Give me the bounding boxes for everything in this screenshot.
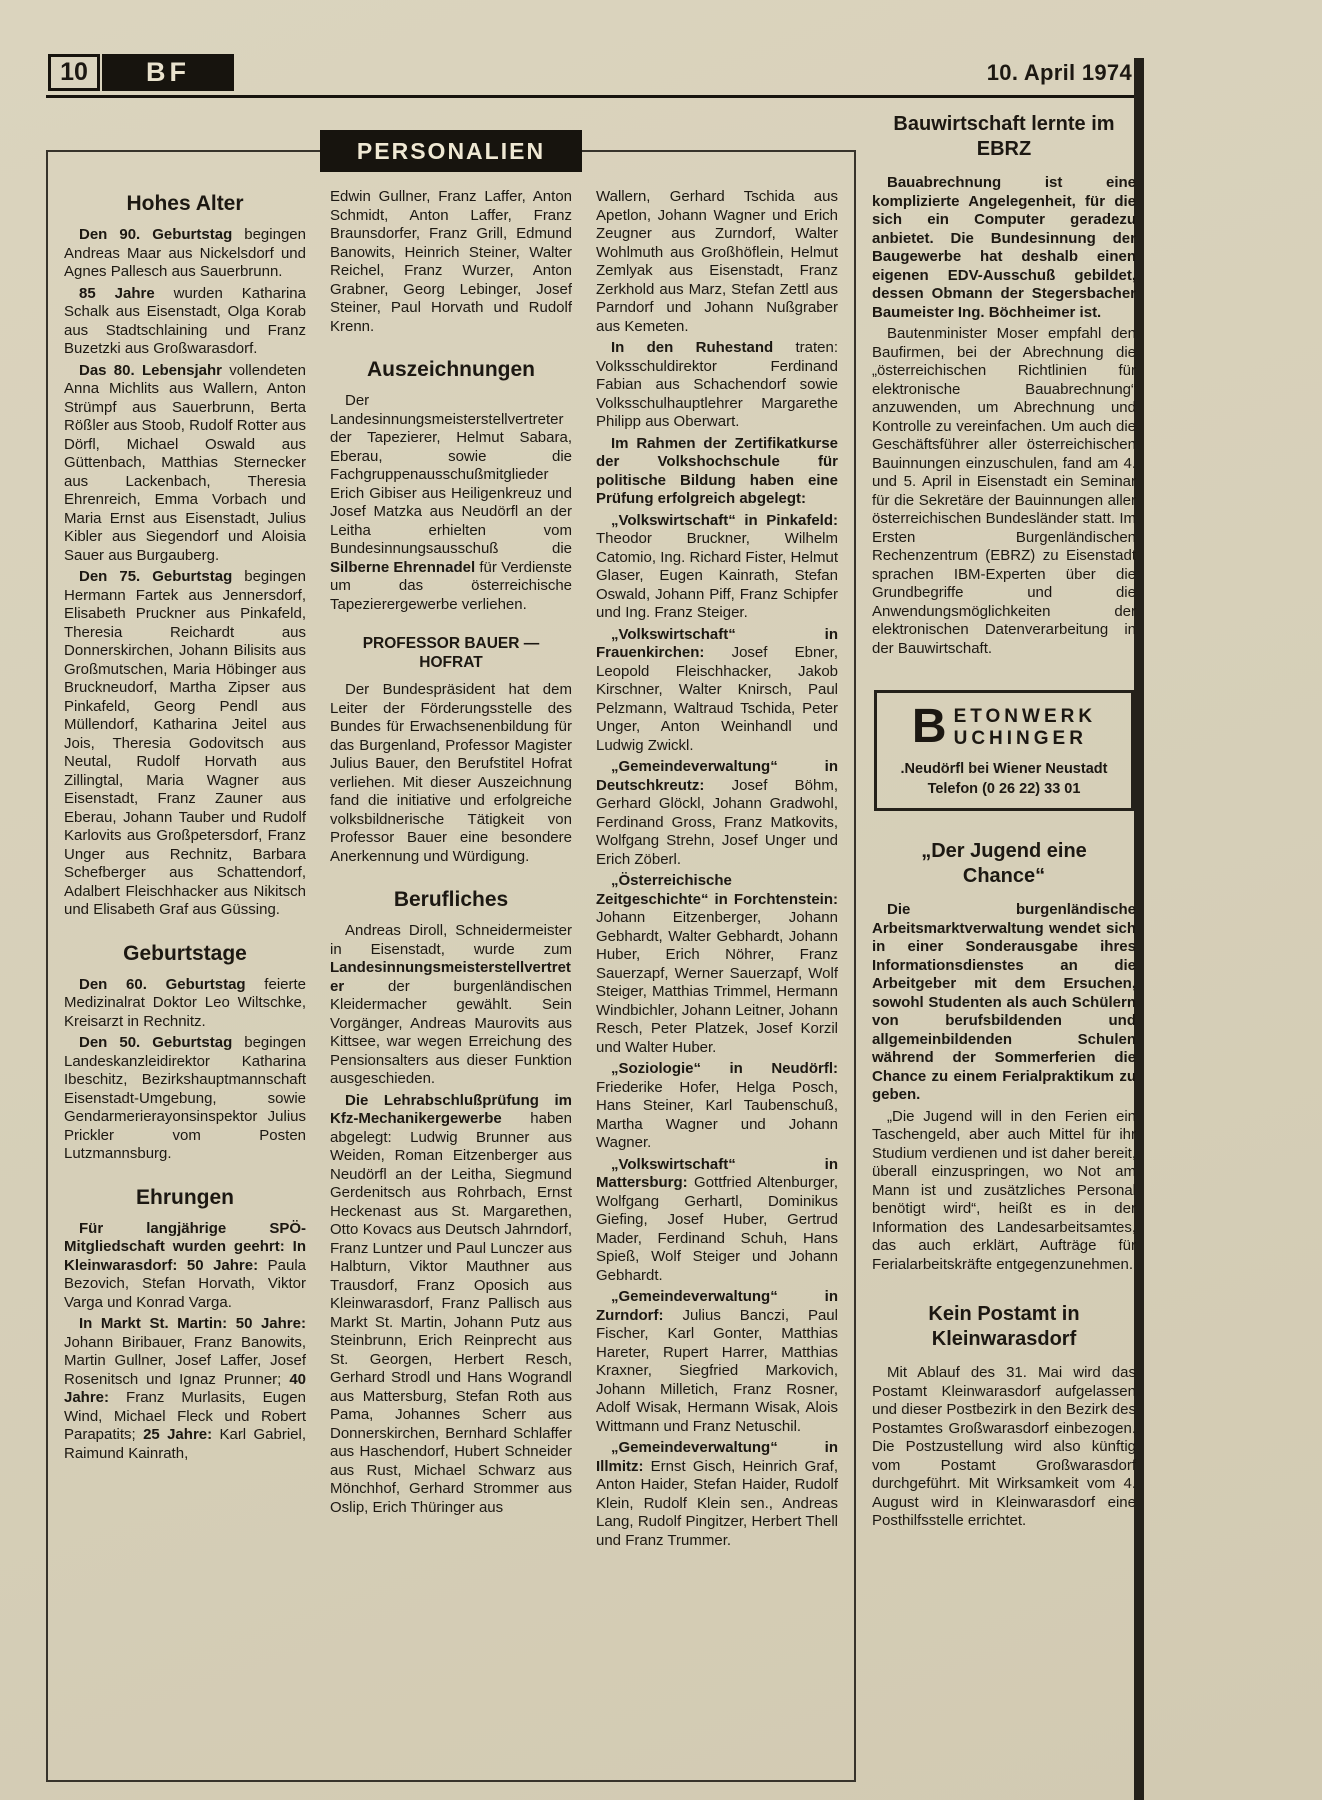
- bold-lead: „Österreichische Zeitgeschichte“ in Forchtenstein:: [596, 872, 838, 908]
- paragraph: Im Rahmen der Zertifikatkurse der Volkshochschule für politische Bildung haben eine Prüfung erfolgreich abgelegt:: [596, 434, 838, 507]
- bold-lead: „Gemeindeverwaltung“ in Illmitz:: [596, 1439, 838, 1475]
- paragraph: [64, 226, 306, 282]
- personalien-section: [46, 138, 856, 1782]
- body-text: Karl Gabriel, Raimund Kainrath,: [64, 1426, 306, 1462]
- ad-word-1: ETONWERK: [953, 706, 1097, 727]
- bold-inline: Silberne Ehrennadel: [330, 558, 476, 576]
- paragraph: [64, 1034, 306, 1164]
- subheading-professor-bauer: PROFESSOR BAUER — HOFRAT: [362, 635, 540, 671]
- paragraph: [64, 976, 306, 1032]
- paragraph: [330, 922, 572, 1089]
- newspaper-logo-text: BF: [146, 57, 190, 87]
- section-heading-ehrungen: Ehrungen: [136, 1185, 234, 1209]
- paragraph: Bauabrechnung ist eine komplizierte Angelegenheit, für die sich ein Computer geradezu anbietet. Die Bundesinnung der Baugewerbe hat deshalb einen eigenen EDV-Ausschuß gebildet, dessen Obmann der Stegersbacher Baumeister Ing. Böchheimer ist.: [872, 174, 1136, 321]
- paragraph: [330, 1092, 572, 1518]
- paragraph: [596, 339, 838, 432]
- bold-lead: In Markt St. Martin: 50 Jahre:: [79, 1315, 306, 1332]
- paragraph: [64, 285, 306, 359]
- paragraph: [64, 362, 306, 566]
- bold-lead: Den 90. Geburtstag: [79, 226, 233, 243]
- body-text: haben abgelegt: Ludwig Brunner aus Weiden, Roman Eitzenberger aus Neudörfl an der Leitha, Siegmund Gerdenitsch aus Rohrbach, Ernst Heckenast aus St. Margarethen, Otto Kovacs aus Deutsch Jahrndorf, Franz Luntzer und Paul Lunczer aus Halbturn, Viktor Mauthner aus Trausdorf, Franz Oposich aus Kleinwarasdorf, Franz Pallisch aus Markt St. Martin, Johann Putz aus Steinbrunn, Erich Reinprecht aus St. Georgen, Herbert Resch, Gerhard Strodl und Hans Wograndl aus Mattersburg, Stefan Roth aus Pama, Johannes Scherr aus Donnerskirchen, Bernhard Schlaffer aus Haschendorf, Hubert Schneider aus Rust, Michael Schwarz aus Mönchhof, Gerhard Strommer aus Oslip, Erich Thüringer aus: [330, 1110, 572, 1516]
- body-text: Ernst Gisch, Heinrich Graf, Anton Haider, Stefan Haider, Rudolf Klein, Rudolf Klein sen., Andreas Lang, Rudolf Pingitzer, Herbert Thell und Franz Trummer.: [596, 1457, 838, 1549]
- section-heading-geburtstage: Geburtstage: [123, 941, 247, 965]
- body-text: traten: Volksschuldirektor Ferdinand Fabian aus Schachendorf sowie Volksschulhauptlehrer Margarethe Philipp aus Oberwart.: [596, 339, 838, 430]
- issue-date: 10. April 1974: [986, 60, 1132, 85]
- paragraph: Der Bundespräsident hat dem Leiter der Förderungsstelle des Bundes für Erwachsenenbildung für das Burgenland, Professor Magister Julius Bauer, den Berufstitel Hofrat verliehen. Mit dieser Auszeichnung fand die initiative und erfolgreiche volksbildnerische Tätigkeit von Professor Bauer eine besondere Anerkennung und Würdigung.: [330, 681, 572, 865]
- bold-lead: „Gemeindeverwaltung“ in Deutschkreutz:: [596, 758, 838, 794]
- bold-lead: Den 60. Geburtstag: [79, 975, 246, 993]
- body-text: wurden Katharina Schalk aus Eisenstadt, Olga Korab aus Stadtschlaining und Franz Buzetzki aus Großwarasdorf.: [64, 284, 306, 357]
- article-heading-jugend: „Der Jugend eine Chance“: [921, 840, 1087, 887]
- ad-word-2: UCHINGER: [953, 728, 1087, 749]
- page-number-box: [48, 54, 100, 91]
- bold-lead: 25 Jahre:: [143, 1426, 213, 1443]
- body-text: der burgenländischen Kleidermacher gewählt. Sein Vorgänger, Andreas Maurovits aus Kittsee, war wegen Erreichung des Pensionsalters aus dieser Funktion ausgeschieden.: [330, 977, 572, 1087]
- body-text: Johann Biribauer, Franz Banowits, Martin Gullner, Josef Laffer, Josef Rosenitsch und Ignaz Prunner;: [64, 1333, 306, 1388]
- course-entry: [596, 1288, 838, 1436]
- body-text: für Verdienste um das österreichische Tapezierergewerbe verliehen.: [330, 558, 572, 613]
- column-3: [596, 188, 838, 1766]
- right-column: [872, 112, 1136, 1534]
- course-entry: [596, 1156, 838, 1286]
- article-heading-ebrz: Bauwirtschaft lernte im EBRZ: [893, 113, 1115, 160]
- body-text: Josef Böhm, Gerhard Glöckl, Johann Gradwohl, Ferdinand Gross, Franz Matkovits, Wolfgang Strehn, Josef Unger und Erich Zöberl.: [596, 776, 838, 868]
- body-text: feierte Medizinalrat Doktor Leo Wiltschke, Kreisarzt in Rechnitz.: [64, 975, 306, 1030]
- body-text: Johann Eitzenberger, Johann Gebhardt, Walter Gebhardt, Johann Huber, Erich Nöhrer, Franz Sauerzapf, Werner Sauerzapf, Wolf Steiger, Matthias Trimmel, Hermann Windbichler, Johann Leitner, Johann Resch, Peter Platzek, Josef Korzil und Walter Huber.: [596, 909, 838, 1056]
- body-text: Andreas Diroll, Schneidermeister in Eisenstadt, wurde zum: [330, 922, 572, 958]
- ad-address: .Neudörfl bei Wiener Neustadt: [900, 761, 1108, 777]
- course-entry: [596, 758, 838, 869]
- body-text: Franz Murlasits, Eugen Wind, Michael Fleck und Robert Parapatits;: [64, 1389, 306, 1443]
- bold-inline: Landesinnungsmeisterstellvertreter: [330, 959, 571, 995]
- course-entry: [596, 1060, 838, 1153]
- paragraph: Bautenminister Moser empfahl den Baufirmen, bei der Abrechnung die „österreichischen Richtlinien für elektronische Bauabrechnung“ anzuwenden, um Abrechnung und Kontrolle zu vereinfachen. Um auch die Geschäftsführer aller österreichischen Bauinnungen einzuschulen, fand am 4. und 5. April in Eisenstadt ein Seminar für die Sekretäre der Bauinnungen aller österreichischen Bundesländer statt. Im Ersten Burgenländischen Rechenzentrum (EBRZ) zu Eisenstadt sprachen IBM-Experten über die Grundbegriffe und die Anwendungsmöglichkeiten der elektronischen Datenverarbeitung in der Bauwirtschaft.: [872, 325, 1136, 657]
- bold-lead: „Soziologie“ in Neudörfl:: [611, 1060, 838, 1077]
- personalien-columns: [48, 152, 854, 1780]
- page-number: 10: [60, 58, 88, 86]
- column-2: [330, 188, 572, 1766]
- course-entry: [596, 626, 838, 756]
- section-heading-hohes-alter: Hohes Alter: [126, 192, 244, 215]
- bold-lead: 40 Jahre:: [64, 1370, 306, 1406]
- section-heading-berufliches: Berufliches: [393, 888, 509, 911]
- body-text: Der Landesinnungsmeisterstellvertreter der Tapezierer, Helmut Sabara, Eberau, sowie die Fachgruppenausschußmitglieder Erich Gibiser aus Heiligenkreuz und Josef Matzka aus Neudörfl an der Leitha erhielten vom Bundesinnungsausschuß die: [330, 392, 572, 557]
- bold-lead: „Volkswirtschaft“ in Pinkafeld:: [611, 511, 838, 529]
- bold-lead: Den 50. Geburtstag: [79, 1034, 233, 1051]
- course-entry: [596, 872, 838, 1057]
- masthead-rule: [46, 95, 1136, 98]
- article-heading-postamt: Kein Postamt in Kleinwarasdorf: [928, 1303, 1080, 1350]
- newspaper-logo: [102, 54, 234, 91]
- bold-lead: „Volkswirtschaft“ in Frauenkirchen:: [596, 625, 838, 661]
- paragraph-continuation: Wallern, Gerhard Tschida aus Apetlon, Johann Wagner und Erich Zeugner aus Zurndorf, Walter Wohlmuth aus Großhöflein, Helmut Zemlyak aus Eisenstadt, Franz Zerkhold aus Marz, Stefan Zettl aus Parndorf und Johann Nußgraber aus Kemeten.: [596, 188, 838, 335]
- body-text: Julius Banczi, Paul Fischer, Karl Gonter, Matthias Hareter, Rupert Harrer, Matthias Kraxner, Siegfried Markovich, Johann Milletich, Franz Rosner, Adolf Wisak, Hermann Wisak, Alois Wittmann und Franz Netuschil.: [596, 1306, 838, 1435]
- body-text: Josef Ebner, Leopold Fleischhacker, Jakob Kirschner, Walter Knirsch, Paul Pelzmann, Waltraud Tschida, Peter Unger, Anton Weinhandl und Ludwig Zwickl.: [596, 644, 838, 754]
- bold-lead: In den Ruhestand: [611, 339, 774, 356]
- body-text: Theodor Bruckner, Wilhelm Catomio, Ing. Richard Fister, Helmut Glaser, Eugen Kainrath, Stefan Oswald, Johann Piff, Franz Schipfer und Ing. Franz Steiger.: [596, 530, 838, 621]
- paragraph: [330, 392, 572, 614]
- bold-lead: 85 Jahre: [79, 284, 155, 302]
- ad-betonwerk-buchinger: [874, 690, 1134, 811]
- column-1: [64, 188, 306, 1766]
- body-text: vollendeten Anna Michlits aus Wallern, Anton Strümpf aus Sauerbrunn, Berta Rößler aus Stoob, Rudolf Rotter aus Dörfl, Michael Oswald aus Güttenbach, Matthias Sternecker aus Lackenbach, Theresia Ehrenreich, Emma Vorbach und Maria Ernst aus Eisenstadt, Julius Kibler aus Siegendorf und Aloisia Sauer aus Burgauberg.: [64, 361, 306, 564]
- bold-lead: In Kleinwarasdorf: 50 Jahre:: [64, 1238, 306, 1274]
- paragraph: „Die Jugend will in den Ferien ein Taschengeld, aber auch Mittel für ihr Studium verdienen und ist daher bereit, überall einzuspringen, wo Not am Mann ist und zusätzliches Personal benötigt wird“, heißt es in der Information des Landesarbeitsamtes, das auch erklärt, Aufträge für Ferialarbeitskräfte entgegenzunehmen.: [872, 1107, 1136, 1273]
- paragraph-continuation: Edwin Gullner, Franz Laffer, Anton Schmidt, Anton Laffer, Franz Braunsdorfer, Franz Grill, Edmund Banowits, Heinrich Steiner, Walter Reichel, Franz Wurzer, Anton Grabner, Georg Lebinger, Josef Steiner, Paul Horvath und Rudolf Krenn.: [330, 188, 572, 335]
- ad-phone: Telefon (0 26 22) 33 01: [927, 781, 1081, 797]
- ad-big-letter: B: [911, 700, 947, 753]
- body-text: Friederike Hofer, Helga Posch, Hans Steiner, Karl Taubenschuß, Martha Wagner und Johann Wagner.: [596, 1078, 838, 1151]
- ad-logo: [885, 700, 1123, 753]
- paragraph: [64, 568, 306, 920]
- bold-lead: Das 80. Lebensjahr: [79, 361, 222, 379]
- paragraph: Mit Ablauf des 31. Mai wird das Postamt Kleinwarasdorf aufgelassen und dieser Postbezirk in den Bezirk des Postamtes Großwarasdorf einbezogen. Die Postzustellung wird also künftig vom Postamt Großwarasdorf durchgeführt. Mit Wirksamkeit vom 4. August wird in Kleinwarasdorf eine Posthilfsstelle errichtet.: [872, 1364, 1136, 1529]
- bold-lead: Die Lehrabschlußprüfung im Kfz-Mechanikergewerbe: [330, 1091, 572, 1127]
- bold-lead: „Gemeindeverwaltung“ in Zurndorf:: [596, 1288, 838, 1324]
- course-entry: [596, 512, 838, 623]
- body-text: Gottfried Altenburger, Wolfgang Gerhartl, Dominikus Giefing, Josef Huber, Gertrud Mader, Ferdinand Schuh, Hans Spieß, Wolf Steiger und Johann Gebhardt.: [596, 1174, 838, 1284]
- body-text: Paula Bezovich, Stefan Horvath, Viktor Varga und Konrad Varga.: [64, 1256, 306, 1311]
- section-heading-auszeichnungen: Auszeichnungen: [366, 358, 535, 381]
- body-text: begingen Andreas Maar aus Nickelsdorf und Agnes Pallesch aus Sauerbrunn.: [64, 226, 306, 280]
- course-entry: [596, 1439, 838, 1550]
- ad-company-name: [954, 706, 1096, 750]
- bold-lead: Den 75. Geburtstag: [79, 568, 233, 585]
- paragraph: [64, 1315, 306, 1463]
- paragraph: Die burgenländische Arbeitsmarktverwaltung wendet sich in einer Sonderausgabe ihres Informationsdienstes an die Arbeitgeber mit dem Ersuchen, sowohl Studenten als auch Schülern von berufsbildenden und allgemeinbildenden Schulen während der Sommerferien die Chance zu einem Ferialpraktikum zu geben.: [872, 901, 1136, 1103]
- bold-lead: „Volkswirtschaft“ in Mattersburg:: [596, 1155, 838, 1191]
- bold-lead: Für langjährige SPÖ-Mitgliedschaft wurden geehrt:: [64, 1219, 306, 1255]
- body-text: begingen Landeskanzleidirektor Katharina Ibeschitz, Bezirkshauptmannschaft Eisenstadt-Umgebung, sowie Gendarmerierayonsinspektor Julius Prickler vom Posten Lutzmannsburg.: [64, 1034, 306, 1162]
- paragraph: [64, 1220, 306, 1313]
- personalien-banner: PERSONALIEN: [320, 130, 582, 172]
- body-text: begingen Hermann Fartek aus Jennersdorf, Elisabeth Pruckner aus Pinkafeld, Theresia Reichardt aus Donnerskirchen, Johann Bilisits aus Großmutschen, Maria Höbinger aus Bruckneudorf, Martha Zipser aus Pinkafeld, Georg Pendl aus Müllendorf, Katharina Jeitel aus Jois, Theresia Godovitsch aus Neutal, Rudolf Horvath aus Zillingtal, Maria Wagner aus Eisenstadt, Franz Zauner aus Eberau, Johann Tauber und Rudolf Karlovits aus Großpetersdorf, Franz Unger aus Rechnitz, Barbara Schefberger aus Schattendorf, Adalbert Fleischhacker aus Nikitsch und Elisabeth Graf aus Güssing.: [64, 568, 306, 918]
